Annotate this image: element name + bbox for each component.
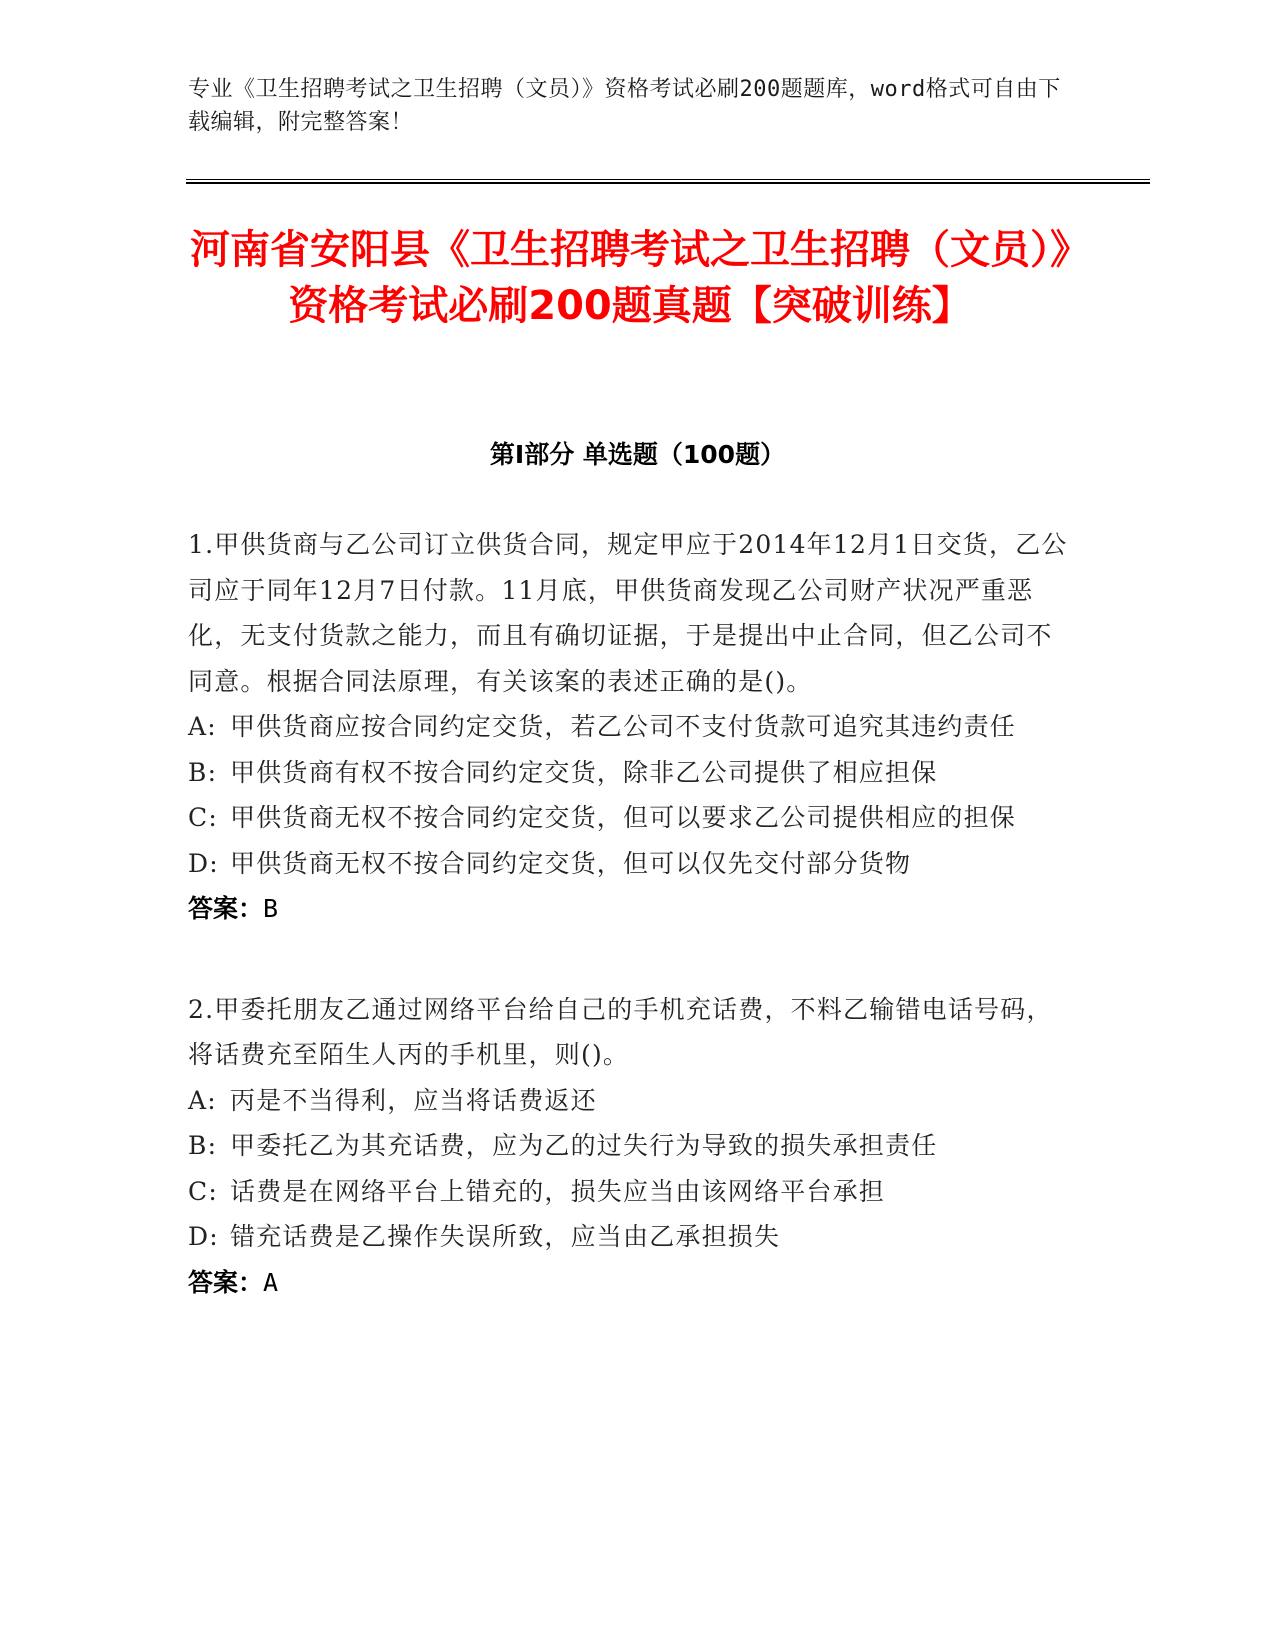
answer-label: 答案： <box>188 1267 264 1297</box>
option-key: A: <box>188 712 217 741</box>
option-text: 丙是不当得利，应当将话费返还 <box>230 1085 597 1115</box>
answer-line <box>188 1260 1078 1306</box>
option-text: 甲供货商应按合同约定交货，若乙公司不支付货款可追究其违约责任 <box>230 712 1017 741</box>
answer-line <box>188 886 1078 932</box>
answer-value: A <box>263 1267 279 1297</box>
option-key: D: <box>188 1222 219 1251</box>
header-divider <box>186 179 1150 184</box>
option-text: 甲供货商无权不按合同约定交货，但可以仅先交付部分货物 <box>230 848 912 878</box>
header-note: 专业《卫生招聘考试之卫生招聘（文员）》资格考试必刷200题题库，word格式可自由下载编辑，附完整答案！ <box>188 77 1061 135</box>
option-b <box>188 1123 1078 1169</box>
option-a <box>188 1078 1078 1124</box>
question-list <box>188 522 1078 1360</box>
document-title: 河南省安阳县《卫生招聘考试之卫生招聘（文员）》资格考试必刷200题真题【突破训练】 <box>190 227 1070 329</box>
option-a <box>188 704 1078 750</box>
option-key: B: <box>188 757 218 787</box>
option-key: A: <box>188 1085 217 1115</box>
option-text: 甲供货商有权不按合同约定交货，除非乙公司提供了相应担保 <box>230 757 938 787</box>
option-text: 话费是在网络平台上错充的，损失应当由该网络平台承担 <box>230 1176 886 1206</box>
option-key: C: <box>188 1176 218 1206</box>
question-1 <box>188 522 1078 932</box>
answer-label: 答案： <box>188 894 264 923</box>
question-stem: 2.甲委托朋友乙通过网络平台给自己的手机充话费，不料乙输错电话号码，将话费充至陌生人丙的手机里，则()。 <box>188 994 1053 1069</box>
option-text: 错充话费是乙操作失误所致，应当由乙承担损失 <box>230 1222 781 1251</box>
section-heading: 第I部分 单选题（100题） <box>489 440 786 469</box>
option-d <box>188 1214 1078 1260</box>
question-2 <box>188 987 1078 1306</box>
answer-value: B <box>263 894 279 923</box>
question-stem: 1.甲供货商与乙公司订立供货合同，规定甲应于2014年12月1日交货，乙公司应于同年12月7日付款。11月底，甲供货商发现乙公司财产状况严重恶化，无支付货款之能力，而且有确切证据，于是提出中止合同，但乙公司不同意。根据合同法原理，有关该案的表述正确的是()。 <box>188 530 1068 696</box>
option-text: 甲委托乙为其充话费，应为乙的过失行为导致的损失承担责任 <box>230 1131 938 1160</box>
option-d <box>188 841 1078 887</box>
option-key: D: <box>188 848 219 878</box>
option-c <box>188 795 1078 841</box>
option-c <box>188 1169 1078 1215</box>
option-text: 甲供货商无权不按合同约定交货，但可以要求乙公司提供相应的担保 <box>230 803 1017 832</box>
option-b <box>188 750 1078 796</box>
option-key: C: <box>188 803 218 832</box>
option-key: B: <box>188 1131 218 1160</box>
